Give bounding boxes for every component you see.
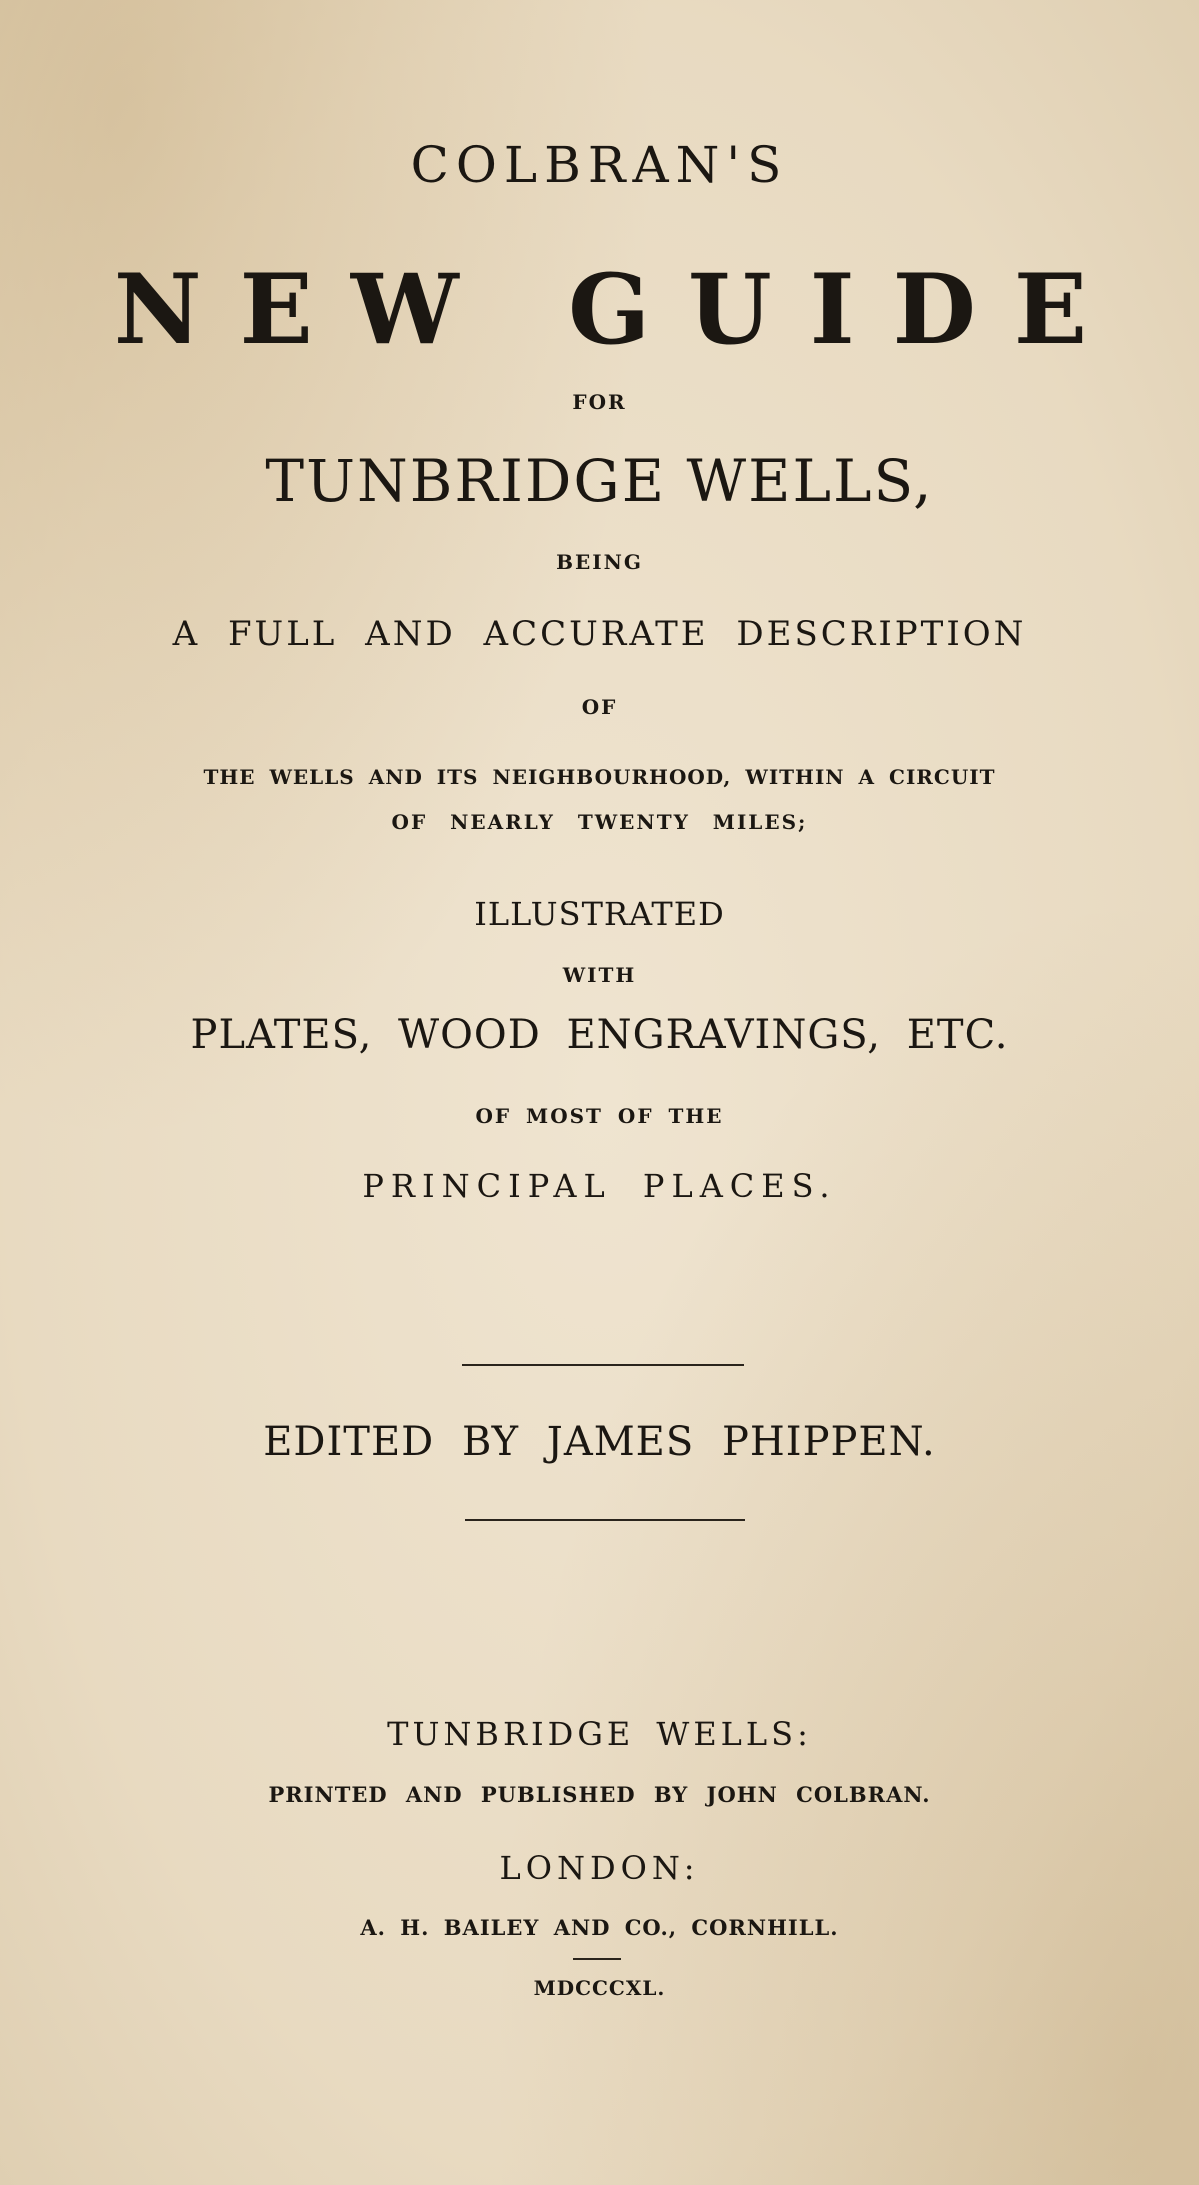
illustrated-word: ILLUSTRATED: [474, 895, 725, 933]
rule-above-editor: [462, 1364, 744, 1366]
main-title: NEW GUIDE: [113, 253, 1126, 366]
place-title: TUNBRIDGE WELLS,: [265, 447, 934, 515]
for-word: FOR: [572, 390, 627, 414]
of-word: OF: [581, 695, 618, 719]
imprint-printer: PRINTED AND PUBLISHED BY JOHN COLBRAN.: [268, 1782, 931, 1807]
imprint-date: MDCCCXL.: [533, 1976, 666, 2000]
scope-line-2: OF NEARLY TWENTY MILES;: [391, 810, 808, 834]
description-line: A FULL AND ACCURATE DESCRIPTION: [172, 614, 1027, 654]
being-word: BEING: [556, 550, 643, 574]
imprint-place-2: LONDON:: [499, 1849, 700, 1887]
places-line: PRINCIPAL PLACES.: [362, 1167, 837, 1205]
editor-line: EDITED BY JAMES PHIPPEN.: [263, 1419, 936, 1465]
scope-line-1: THE WELLS AND ITS NEIGHBOURHOOD, WITHIN A CIRCUIT: [203, 765, 996, 789]
rule-above-date: [573, 1958, 621, 1960]
of-most-line: OF MOST OF THE: [475, 1104, 724, 1128]
author-possessive: COLBRAN'S: [410, 136, 789, 194]
illustrations-line: PLATES, WOOD ENGRAVINGS, ETC.: [190, 1012, 1009, 1058]
rule-below-editor: [465, 1519, 745, 1521]
imprint-place-1: TUNBRIDGE WELLS:: [387, 1715, 812, 1753]
imprint-publisher: A. H. BAILEY AND CO., CORNHILL.: [360, 1915, 839, 1940]
with-word: WITH: [562, 963, 637, 987]
